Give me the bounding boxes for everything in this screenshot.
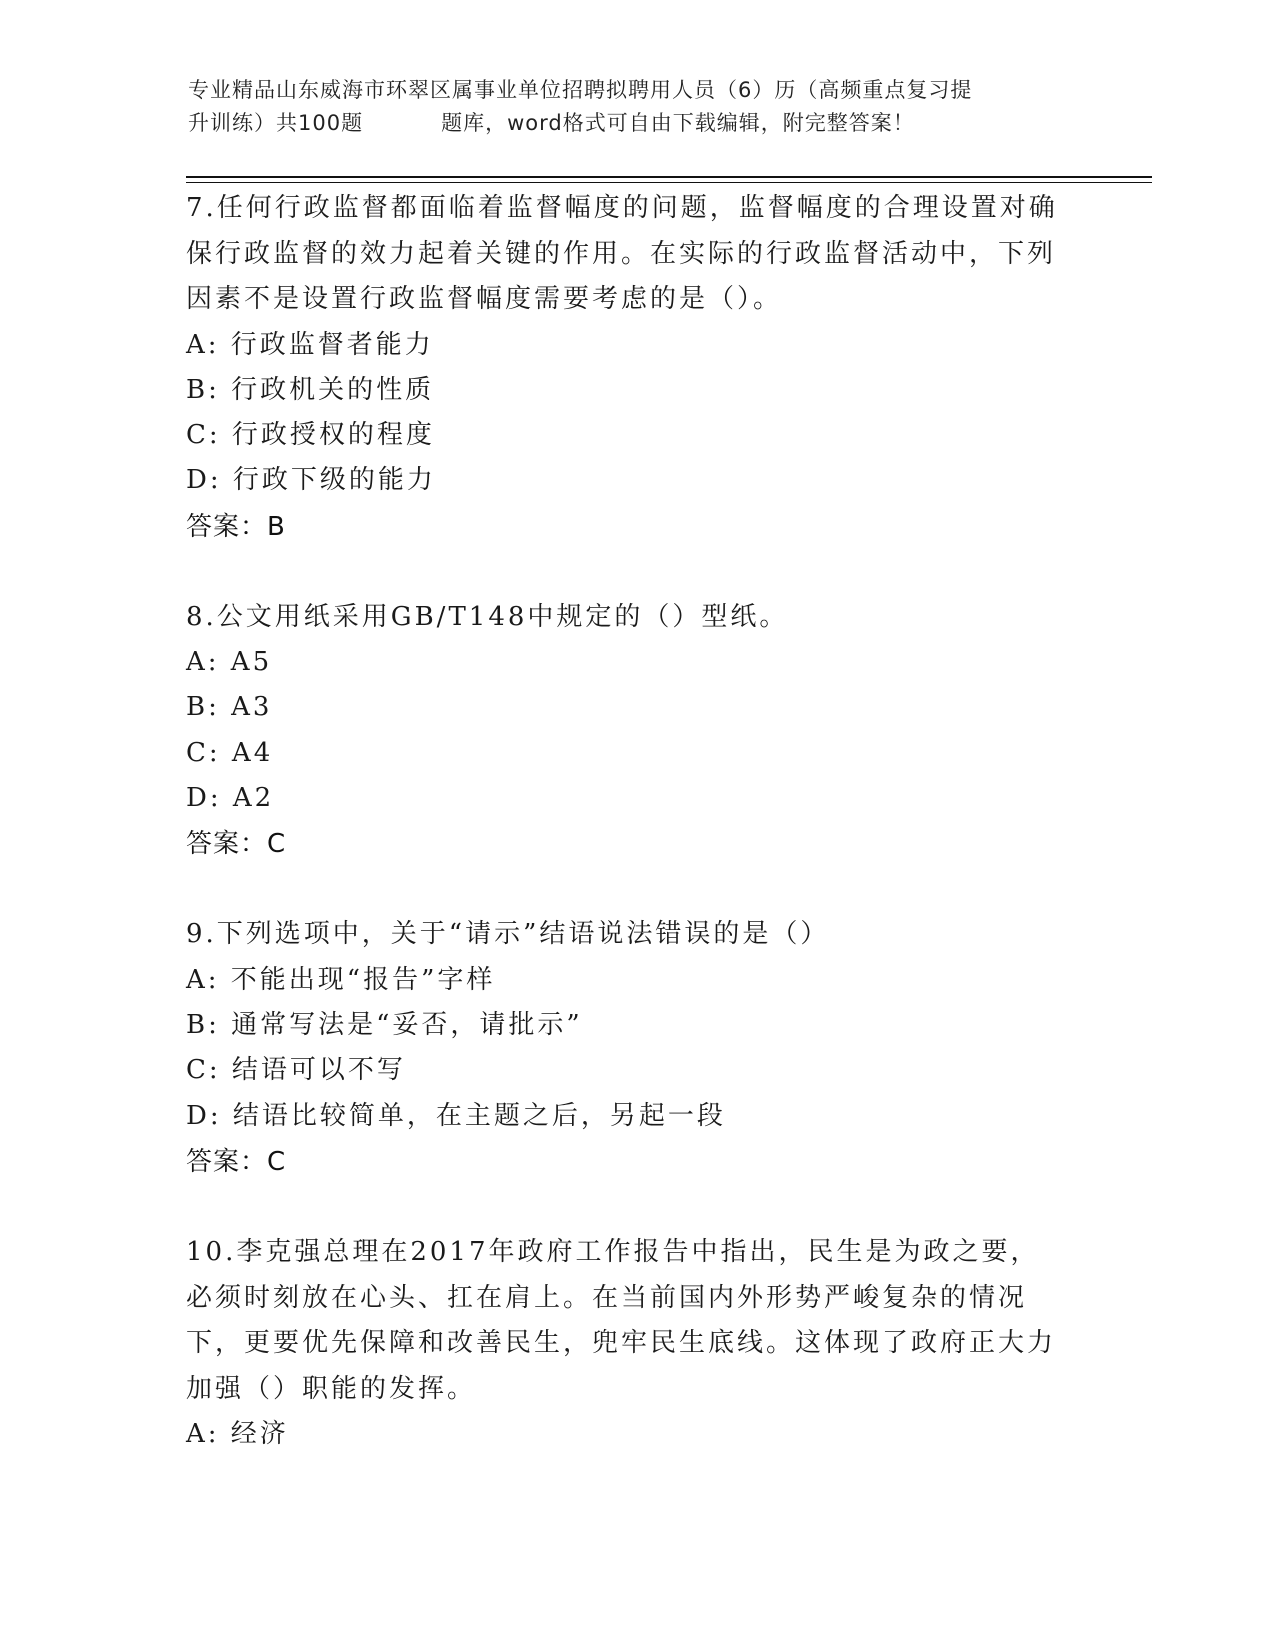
question-7 bbox=[186, 186, 1066, 550]
question-10 bbox=[186, 1230, 1066, 1457]
header-divider-thin bbox=[186, 182, 1152, 183]
question-stem: 9.下列选项中，关于“请示”结语说法错误的是（） bbox=[186, 919, 830, 950]
header-line-2 bbox=[188, 107, 1088, 140]
question-8 bbox=[186, 595, 1066, 868]
header-divider-thick bbox=[186, 176, 1152, 178]
option-a: A: 经济 bbox=[186, 1419, 289, 1450]
option-d: D: 结语比较简单，在主题之后，另起一段 bbox=[186, 1100, 726, 1131]
option-a: A: A5 bbox=[186, 647, 273, 678]
option-c: C: 行政授权的程度 bbox=[186, 420, 435, 451]
option-a: A: 行政监督者能力 bbox=[186, 329, 434, 360]
question-stem: 8.公文用纸采用GB/T148中规定的（）型纸。 bbox=[186, 601, 789, 632]
question-9 bbox=[186, 912, 1066, 1185]
option-a: A: 不能出现“报告”字样 bbox=[186, 964, 496, 995]
option-d: D: A2 bbox=[186, 783, 275, 814]
question-stem: 7.任何行政监督都面临着监督幅度的问题，监督幅度的合理设置对确保行政监督的效力起着关键的作用。在实际的行政监督活动中，下列因素不是设置行政监督幅度需要考虑的是（）。 bbox=[186, 193, 1058, 314]
header-line-2-right: 题库，word格式可自由下载编辑，附完整答案！ bbox=[441, 111, 915, 135]
header-line-1: 专业精品山东威海市环翠区属事业单位招聘拟聘用人员（6）历（高频重点复习提 bbox=[188, 78, 973, 102]
option-c: C: A4 bbox=[186, 737, 274, 768]
option-b: B: 通常写法是“妥否，请批示” bbox=[186, 1010, 583, 1041]
header-line-2-left: 升训练）共100题 bbox=[188, 111, 364, 135]
question-stem: 10.李克强总理在2017年政府工作报告中指出，民生是为政之要，必须时刻放在心头、扛在肩上。在当前国内外形势严峻复杂的情况下，更要优先保障和改善民生，兜牢民生底线。这体现了政府正大力加强（）职能的发挥。 bbox=[186, 1237, 1057, 1404]
document-header bbox=[188, 74, 1088, 140]
option-b: B: A3 bbox=[186, 692, 273, 723]
option-c: C: 结语可以不写 bbox=[186, 1055, 406, 1086]
answer-line: 答案：B bbox=[186, 511, 286, 542]
question-list bbox=[186, 186, 1066, 1457]
answer-line: 答案：C bbox=[186, 829, 287, 860]
option-d: D: 行政下级的能力 bbox=[186, 465, 436, 496]
answer-line: 答案：C bbox=[186, 1147, 287, 1178]
option-b: B: 行政机关的性质 bbox=[186, 374, 435, 405]
